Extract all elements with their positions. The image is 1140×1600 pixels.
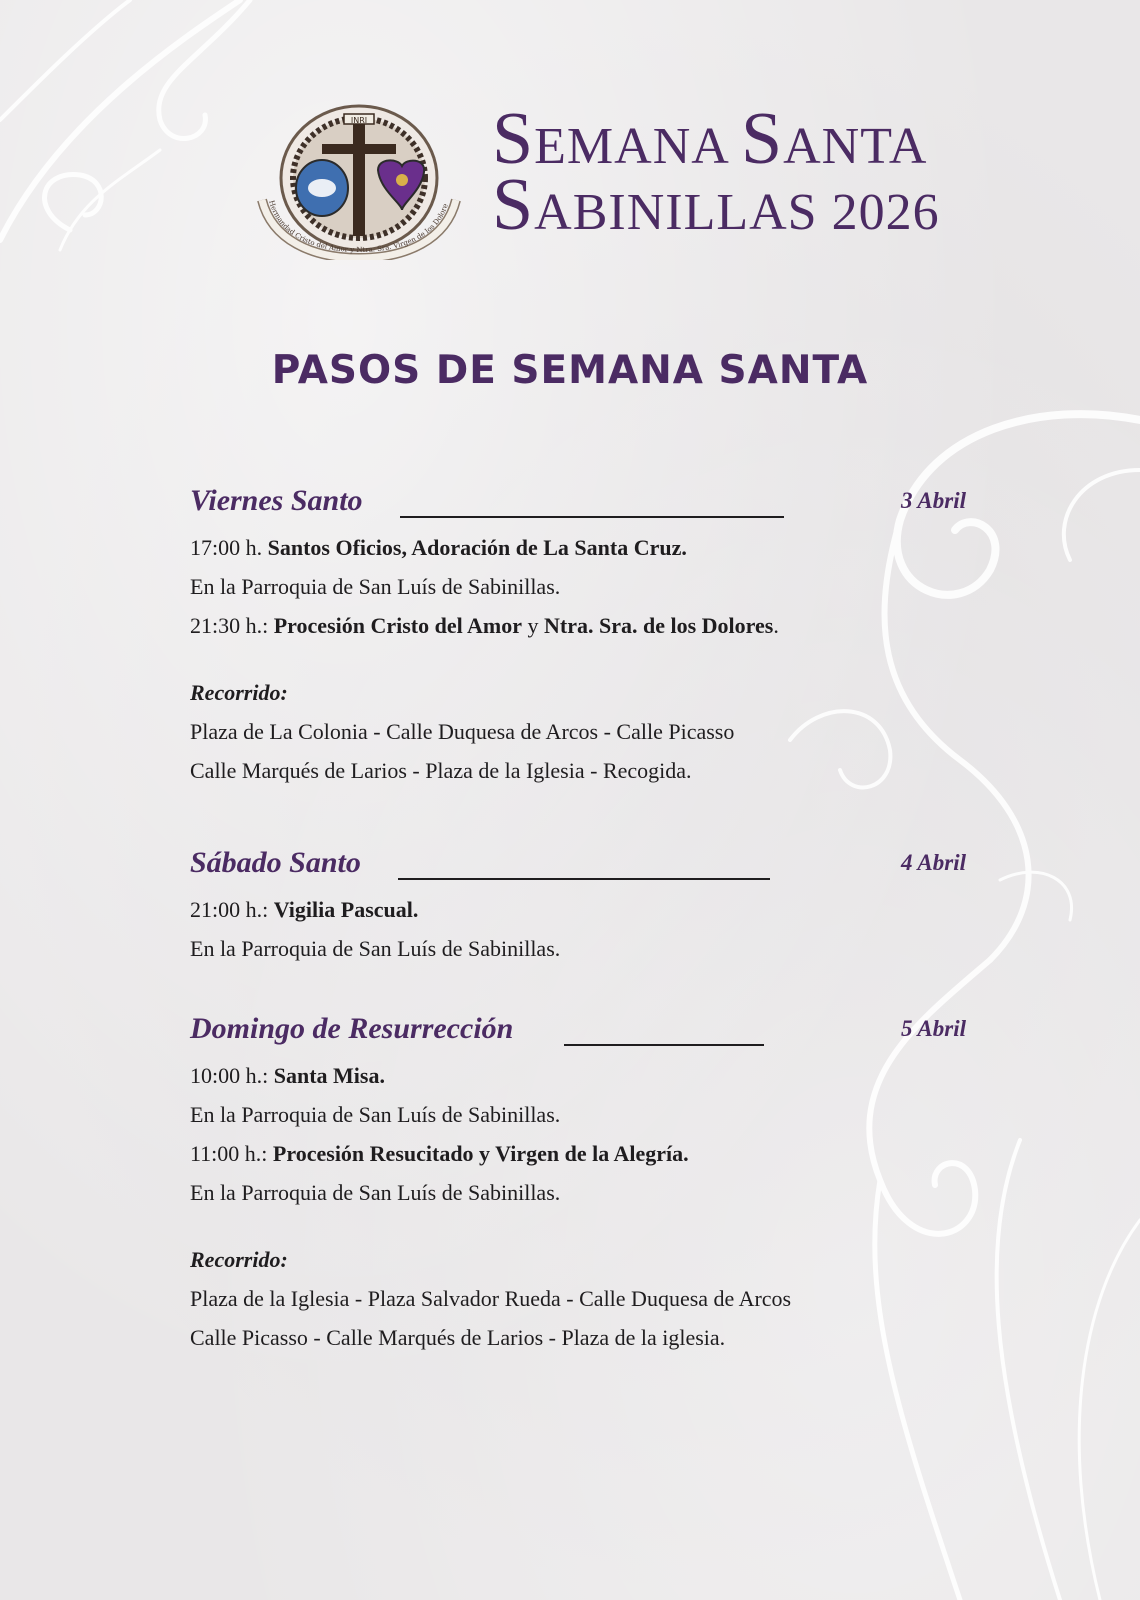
event-location: En la Parroquia de San Luís de Sabinillas. (190, 1180, 561, 1205)
day-name: Domingo de Resurrección (190, 1012, 514, 1045)
emblem-cross-label: INRI (350, 116, 368, 125)
emblem-ribbon-text: Hermandad Cristo del Amor y Ntra. Sra. Virgen de los Dolore (267, 199, 450, 255)
route-line: Calle Picasso - Calle Marqués de Larios - Plaza de la iglesia. (190, 1325, 726, 1350)
event-line: 11:00 h.: Procesión Resucitado y Virgen de la Alegría. (190, 1141, 689, 1166)
route-line: Calle Marqués de Larios - Plaza de la Iglesia - Recogida. (190, 758, 692, 783)
divider (398, 878, 770, 880)
brand-title (492, 98, 940, 246)
day-header (190, 1012, 966, 1056)
route-line: Plaza de la Iglesia - Plaza Salvador Rueda - Calle Duquesa de Arcos (190, 1286, 792, 1311)
day-section-viernes-santo (190, 484, 966, 790)
event-location: En la Parroquia de San Luís de Sabinillas. (190, 574, 561, 599)
event-location: En la Parroquia de San Luís de Sabinillas. (190, 1102, 561, 1127)
day-name: Viernes Santo (190, 484, 363, 517)
route-line: Plaza de La Colonia - Calle Duquesa de Arcos - Calle Picasso (190, 719, 735, 744)
day-section-domingo-resurreccion (190, 1012, 966, 1357)
day-date: 5 Abril (901, 1016, 966, 1041)
day-section-sabado-santo (190, 846, 966, 968)
event-line: 21:00 h.: Vigilia Pascual. (190, 897, 419, 922)
event-line: 21:30 h.: Procesión Cristo del Amor y Ntra. Sra. de los Dolores. (190, 613, 779, 638)
brotherhood-emblem-logo (252, 100, 466, 260)
page-title: PASOS DE SEMANA SANTA (271, 348, 869, 393)
divider (564, 1044, 764, 1046)
event-location: En la Parroquia de San Luís de Sabinillas. (190, 936, 561, 961)
divider (400, 516, 784, 518)
day-name: Sábado Santo (190, 846, 361, 879)
day-header (190, 484, 966, 528)
day-header (190, 846, 966, 890)
day-date: 3 Abril (901, 488, 966, 513)
brand-title-line-2: SABINILLAS 2026 (492, 164, 940, 246)
route-label: Recorrido: (190, 1247, 288, 1272)
route-label: Recorrido: (190, 680, 288, 705)
event-line: 10:00 h.: Santa Misa. (190, 1063, 385, 1088)
event-line: 17:00 h. Santos Oficios, Adoración de La Santa Cruz. (190, 535, 687, 560)
day-date: 4 Abril (901, 850, 966, 875)
brand-title-line-1: SEMANA SANTA (492, 98, 928, 180)
